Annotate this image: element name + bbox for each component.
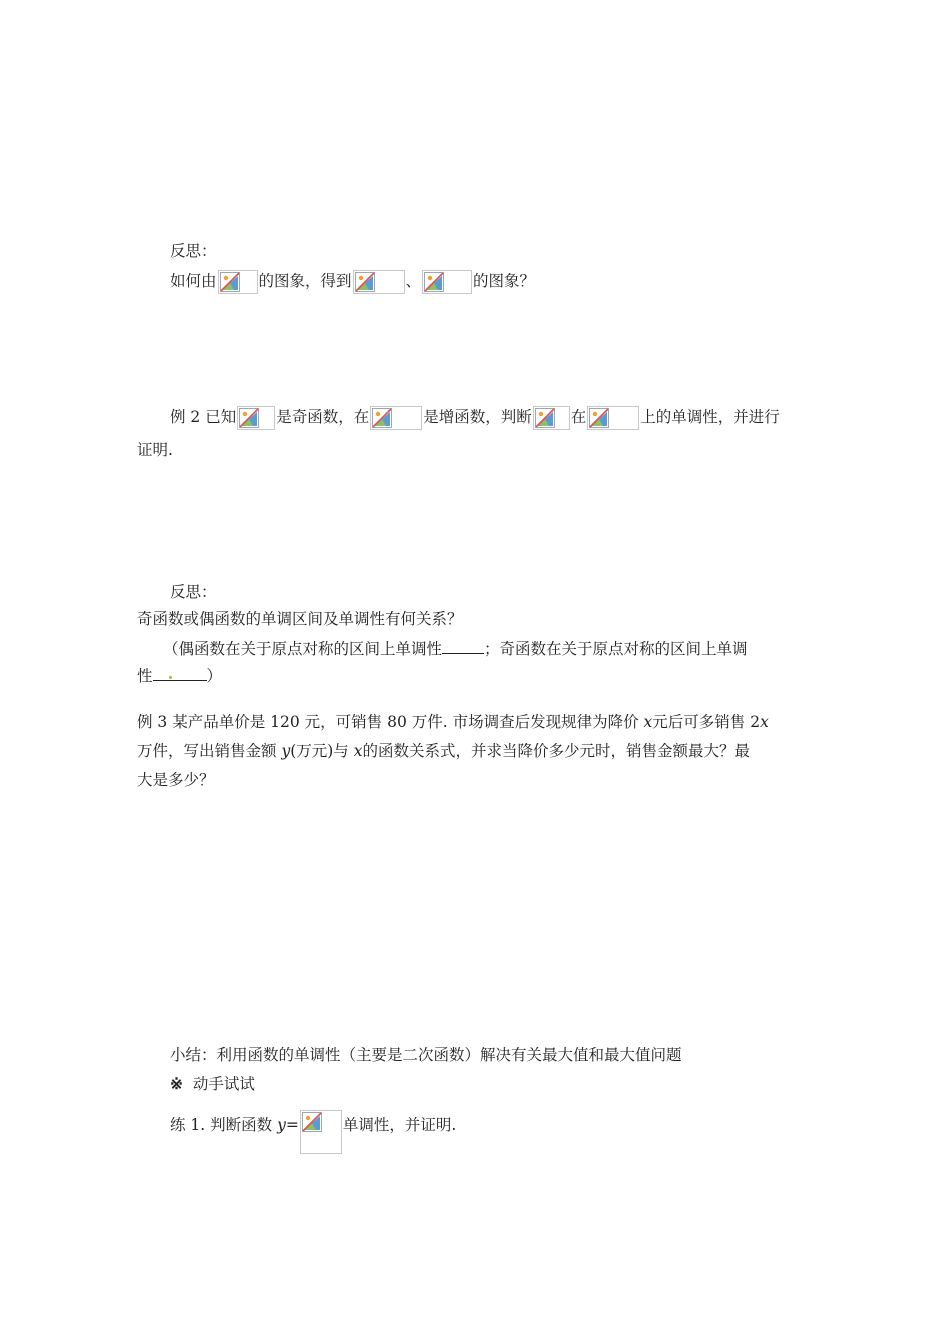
try-it-heading [170,1073,255,1095]
reflection-fill-line-1 [163,638,748,660]
text-fragment: 元后可多销售 2 [652,713,761,731]
variable-y: y [277,1116,286,1134]
text-fragment: （偶函数在关于原点对称的区间上单调性 [163,640,443,658]
variable-y: y [281,742,291,760]
example-2-line-1 [170,406,780,430]
reflection-question-2: 奇函数或偶函数的单调区间及单调性有何关系？ [137,610,463,628]
text-fragment: 单调性，并证明. [342,1116,457,1134]
text-fragment: 、 [405,272,422,290]
text-fragment: 的图象，得到 [258,272,352,290]
reference-mark-icon: ※ [170,1074,183,1093]
formula-image-placeholder [353,270,405,294]
example-2-line-2: 证明. [137,441,173,459]
text-fragment: 例 2 已知 [170,408,237,426]
broken-image-icon [535,408,555,428]
marker-dot [169,676,172,679]
broken-image-icon [372,408,392,428]
formula-image-placeholder [237,406,275,430]
formula-image-placeholder [422,270,472,294]
answer-blank[interactable] [153,666,207,681]
broken-image-icon [239,408,259,428]
answer-blank[interactable] [442,639,484,654]
broken-image-icon [302,1112,322,1132]
broken-image-icon [589,408,609,428]
exercise-1 [170,1114,456,1154]
broken-image-icon [355,272,375,292]
reflection-question-1 [170,270,535,294]
text-fragment: ；奇函数在关于原点对称的区间上单调 [484,640,748,658]
text-fragment: 如何由 [170,272,217,290]
example-3-line-2 [137,740,750,762]
broken-image-icon [424,272,444,292]
text-fragment: 的图象？ [473,272,536,290]
text-fragment: ） [206,667,223,685]
summary-text: 小结：利用函数的单调性（主要是二次函数）解决有关最大值和最大值问题 [170,1046,682,1064]
formula-image-placeholder [300,1110,342,1154]
text-fragment: 是增函数，判断 [423,408,532,426]
text-fragment: 性 [137,667,153,685]
reflection-heading-2: 反思： [170,583,217,601]
example-3-line-3: 大是多少？ [137,771,215,789]
text-fragment: 练 1. 判断函数 [170,1116,278,1134]
reflection-fill-line-2 [137,665,222,687]
text-fragment: 是奇函数，在 [276,408,370,426]
text-fragment: 上的单调性，并进行 [640,408,780,426]
text-fragment: 动手试试 [192,1075,255,1093]
formula-image-placeholder [587,406,639,430]
text-fragment: 例 3 某产品单价是 120 元，可销售 80 万件. 市场调查后发现规律为降价 [137,713,644,731]
variable-x: x [353,742,363,760]
formula-image-placeholder [533,406,570,430]
reflection-heading-1: 反思： [170,242,217,260]
text-fragment: 的函数关系式，并求当降价多少元时，销售金额最大？最 [362,742,750,760]
text-fragment: (万元)与 [290,742,354,760]
variable-x: x [643,713,653,731]
text-fragment: 万件，写出销售金额 [137,742,282,760]
formula-image-placeholder [370,406,422,430]
broken-image-icon [220,272,240,292]
text-fragment: = [285,1116,299,1134]
formula-image-placeholder [218,270,258,294]
example-3-line-1 [137,711,769,733]
variable-x: x [760,713,769,731]
text-fragment: 在 [570,408,587,426]
